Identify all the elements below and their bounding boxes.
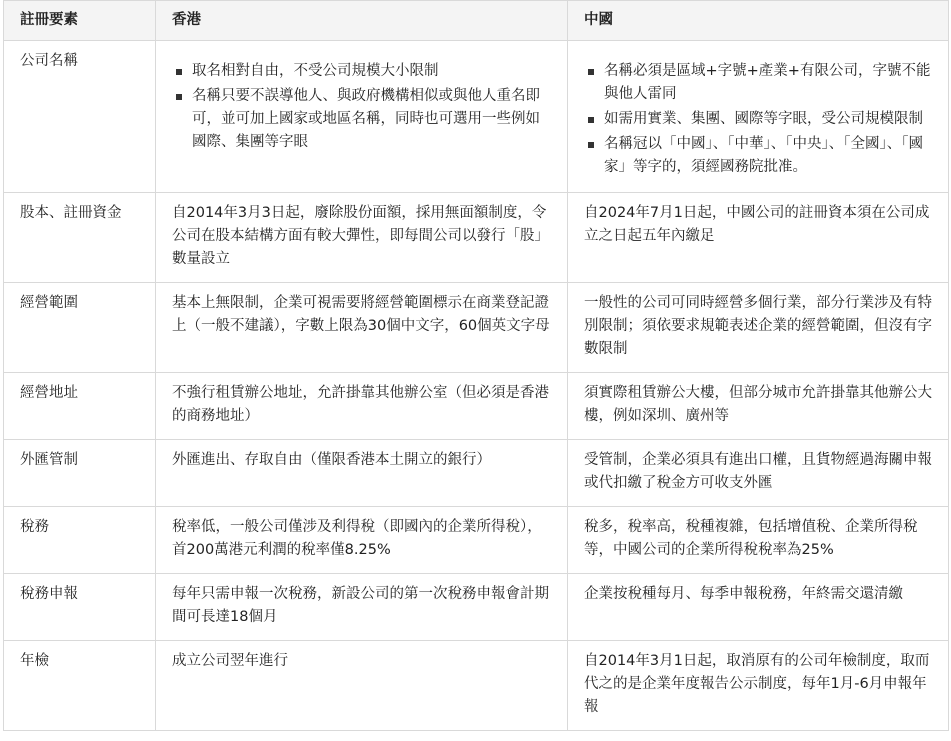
cn-list [584, 60, 932, 179]
hk-cell: 成立公司翌年進行 [156, 641, 568, 731]
hk-cell: 稅率低，一般公司僅涉及利得稅（即國內的企業所得稅），首200萬港元利潤的稅率僅8.25% [156, 507, 568, 574]
list-item: 取名相對自由，不受公司規模大小限制 [192, 60, 551, 83]
header-row [4, 1, 949, 41]
row-label: 經營地址 [4, 373, 156, 440]
hk-cell: 不強行租賃辦公地址，允許掛靠其他辦公室（但必須是香港的商務地址） [156, 373, 568, 440]
cn-cell: 企業按稅種每月、每季申報稅務，年終需交還清繳 [568, 574, 949, 641]
table-row [4, 373, 949, 440]
header-china: 中國 [568, 1, 949, 41]
hk-list [172, 60, 551, 154]
table-row [4, 283, 949, 373]
cn-cell: 一般性的公司可同時經營多個行業，部分行業涉及有特別限制；須依要求規範表述企業的經營範圍，但沒有字數限制 [568, 283, 949, 373]
table-row [4, 193, 949, 283]
header-hong-kong: 香港 [156, 1, 568, 41]
table-row [4, 574, 949, 641]
cn-cell: 自2024年7月1日起，中國公司的註冊資本須在公司成立之日起五年內繳足 [568, 193, 949, 283]
hk-cell: 每年只需申報一次稅務，新設公司的第一次稅務申報會計期間可長達18個月 [156, 574, 568, 641]
comparison-table [3, 0, 949, 731]
row-label: 年檢 [4, 641, 156, 731]
cn-cell: 稅多，稅率高，稅種複雜，包括增值稅、企業所得稅等，中國公司的企業所得稅稅率為25% [568, 507, 949, 574]
row-label: 外匯管制 [4, 440, 156, 507]
row-label: 股本、註冊資金 [4, 193, 156, 283]
hk-cell [156, 41, 568, 193]
cn-cell: 受管制，企業必須具有進出口權，且貨物經過海關申報或代扣繳了稅金方可收支外匯 [568, 440, 949, 507]
row-label: 稅務申報 [4, 574, 156, 641]
list-item: 名稱只要不誤導他人、與政府機構相似或與他人重名即可，並可加上國家或地區名稱，同時也可選用一些例如國際、集團等字眼 [192, 85, 551, 154]
table-row [4, 641, 949, 731]
row-label: 經營範圍 [4, 283, 156, 373]
cn-cell [568, 41, 949, 193]
cn-cell: 須實際租賃辦公大樓，但部分城市允許掛靠其他辦公大樓，例如深圳、廣州等 [568, 373, 949, 440]
hk-cell: 基本上無限制，企業可視需要將經營範圍標示在商業登記證上（一般不建議），字數上限為30個中文字，60個英文字母 [156, 283, 568, 373]
row-label: 公司名稱 [4, 41, 156, 193]
header-element: 註冊要素 [4, 1, 156, 41]
row-label: 稅務 [4, 507, 156, 574]
list-item: 名稱冠以「中國」、「中華」、「中央」、「全國」、「國家」等字的，須經國務院批准。 [604, 133, 932, 179]
list-item: 如需用實業、集團、國際等字眼，受公司規模限制 [604, 108, 932, 131]
table-row [4, 41, 949, 193]
list-item: 名稱必須是區域+字號+產業+有限公司，字號不能與他人雷同 [604, 60, 932, 106]
table-row [4, 440, 949, 507]
table-row [4, 507, 949, 574]
cn-cell: 自2014年3月1日起，取消原有的公司年檢制度，取而代之的是企業年度報告公示制度，每年1月-6月申報年報 [568, 641, 949, 731]
hk-cell: 自2014年3月3日起，廢除股份面額，採用無面額制度，令公司在股本結構方面有較大彈性，即每間公司以發行「股」數量設立 [156, 193, 568, 283]
hk-cell: 外匯進出、存取自由（僅限香港本土開立的銀行） [156, 440, 568, 507]
